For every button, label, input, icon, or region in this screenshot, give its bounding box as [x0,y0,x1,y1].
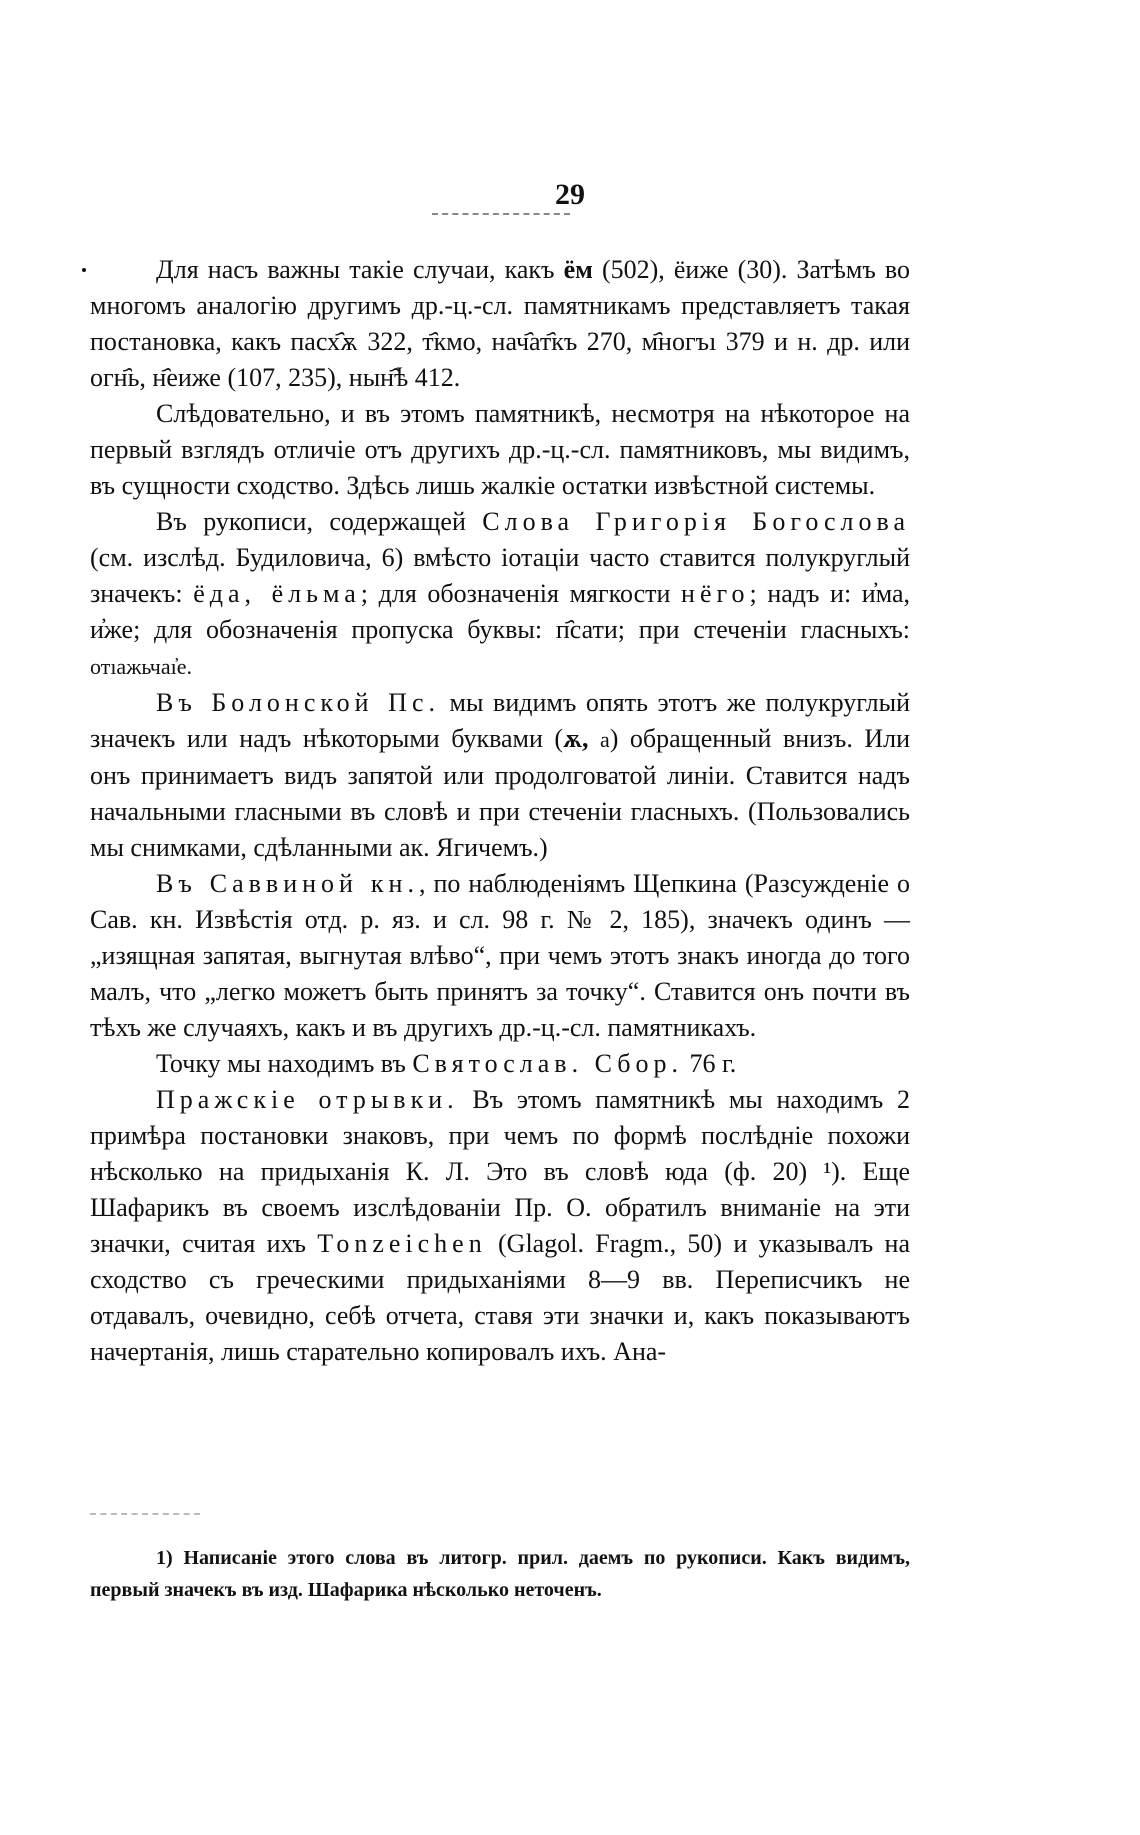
paragraph-3: Въ рукописи, содержащей Слова Григорія Богослова (см. изслѣд. Будиловича, 6) вмѣсто іотаціи часто ставится полукруглый значекъ: ёда, ёльма; для обозначенія мягкости нёго; надъ и: и҆ма, и҆же; для обозначенія пропуска буквы: п҄сати; при стеченіи гласныхъ: отıажьчаı҆е. [90,507,911,679]
footnote-rule [90,1513,200,1515]
paragraph-1: Для насъ важны такіе случаи, какъ ём (502), ёиже (30). Затѣмъ во многомъ аналогію другимъ др.-ц.-сл. памятникамъ представляетъ такая постановка, какъ пасх҄ѫ 322, т҄кмо, нач҄ат҄къ 270, м҄ногъı 379 и н. др. или огн҄ь, н҄еиже (107, 235), нын҄ѣ 412. [90,255,910,392]
paragraph-2: Слѣдовательно, и въ этомъ памятникѣ, несмотря на нѣкоторое на первый взглядъ отличіе отъ другихъ др.-ц.-сл. памятниковъ, мы видимъ, въ сущности сходство. Здѣсь лишь жалкіе остатки извѣстной системы. [90,399,910,500]
footnotes [90,1542,910,1606]
page-number: 29 [555,178,585,211]
paragraph-5: Въ Саввиной кн., по наблюденіямъ Щепкина (Разсужденіе о Сав. кн. Извѣстія отд. р. яз. и сл. 98 г. № 2, 185), значекъ одинъ — „изящная запятая, выгнутая влѣво“, при чемъ этотъ знакъ иногда до того малъ, что „легко можетъ быть принятъ за точку“. Ставится онъ почти въ тѣхъ же случаяхъ, какъ и въ другихъ др.-ц.-сл. памятникахъ. [90,869,911,1042]
body-text [90,252,910,1370]
paragraph-6: Точку мы находимъ въ Святослав. Сбор. 76 г. [156,1049,737,1078]
footnote-1: 1) Написаніе этого слова въ литогр. прил. даемъ по рукописи. Какъ видимъ, первый значекъ въ изд. Шафарика нѣсколько неточенъ. [90,1547,910,1601]
header-rule [432,213,570,215]
paragraph-7: Пражскіе отрывки. Въ этомъ памятникѣ мы находимъ 2 примѣра постановки знаковъ, при чемъ по формѣ послѣдніе похожи нѣсколько на придыханія К. Л. Это въ словѣ юда (ф. 20) ¹). Еще Шафарикъ въ своемъ изслѣдованіи Пр. О. обратилъ вниманіе на эти значки, считая ихъ Tonzeichen (Glagol. Fragm., 50) и указывалъ на сходство съ греческими придыханіями 8—9 вв. Переписчикъ не отдавалъ, очевидно, себѣ отчета, ставя эти значки и, какъ показываютъ начертанія, лишь старательно копировалъ ихъ. Ана- [90,1085,911,1366]
paragraph-4: Въ Болонской Пс. мы видимъ опять этотъ же полукруглый значекъ или надъ нѣкоторыми буквами (ѫ, а) обращенный внизъ. Или онъ принимаетъ видъ запятой или продолговатой линіи. Ставится надъ начальными гласными въ словѣ и при стеченіи гласныхъ. (Пользовались мы снимками, сдѣланными ак. Ягичемъ.) [90,688,911,862]
margin-mark [82,268,86,272]
